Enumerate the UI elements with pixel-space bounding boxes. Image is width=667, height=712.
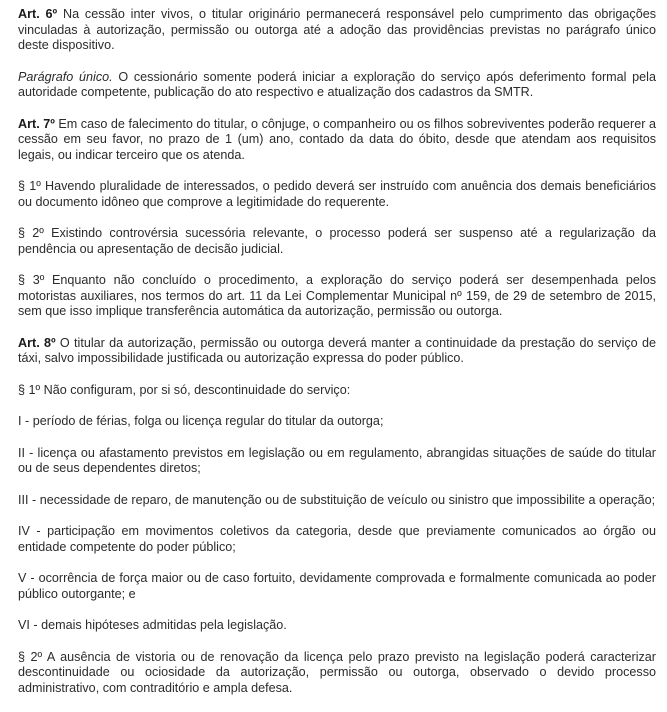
document-body bbox=[18, 7, 656, 712]
article-6-sole-paragraph bbox=[18, 70, 656, 101]
article-8-paragraph-2 bbox=[18, 650, 656, 697]
article-text: O titular da autorização, permissão ou outorga deverá manter a continuidade da prestação do serviço de táxi, salvo impossibilidade justificada ou autorização expressa do poder público. bbox=[18, 335, 656, 365]
item-text: V - ocorrência de força maior ou de caso fortuito, devidamente comprovada e formalmente comunicada ao poder público outorgante; e bbox=[18, 571, 656, 601]
item-text: II - licença ou afastamento previstos em legislação ou em regulamento, abrangidas situações de saúde do titular ou de seus dependentes diretos; bbox=[18, 445, 656, 475]
article-8-item-v bbox=[18, 571, 656, 602]
article-8 bbox=[18, 336, 656, 367]
article-8-item-i bbox=[18, 414, 656, 430]
item-text: III - necessidade de reparo, de manutenção ou de substituição de veículo ou sinistro que impossibilite a operação; bbox=[18, 492, 656, 507]
article-heading: Art. 8º bbox=[18, 335, 56, 350]
article-8-item-ii bbox=[18, 446, 656, 477]
paragraph-heading: Parágrafo único. bbox=[18, 69, 113, 84]
paragraph-text: § 2º Existindo controvérsia sucessória relevante, o processo poderá ser suspenso até a regularização da pendência ou apresentação de decisão judicial. bbox=[18, 226, 656, 256]
article-heading: Art. 7º bbox=[18, 116, 55, 131]
article-heading: Art. 6º bbox=[18, 7, 58, 21]
article-7-paragraph-3 bbox=[18, 273, 656, 320]
item-text: I - período de férias, folga ou licença regular do titular da outorga; bbox=[18, 414, 384, 428]
article-8-paragraph-1 bbox=[18, 383, 656, 399]
paragraph-text: § 2º A ausência de vistoria ou de renovação da licença pelo prazo previsto na legislação poderá caracterizar descontinuidade ou ociosidade da autorização, permissão ou outorga, observado o devido processo administrativo, com contraditório e ampla defesa. bbox=[18, 649, 656, 695]
article-text: Em caso de falecimento do titular, o cônjuge, o companheiro ou os filhos sobreviventes poderão requerer a cessão em seu favor, no prazo de 1 (um) ano, contado da data do óbito, desde que atendam aos requisitos legais, ou indicar terceiro que os atenda. bbox=[18, 116, 656, 162]
item-text: IV - participação em movimentos coletivos da categoria, desde que previamente comunicados ao órgão ou entidade competente do poder público; bbox=[18, 524, 656, 554]
paragraph-text: § 1º Havendo pluralidade de interessados, o pedido deverá ser instruído com anuência dos demais beneficiários ou documento idôneo que comprove a legitimidade do requerente. bbox=[18, 179, 656, 209]
article-7-paragraph-2 bbox=[18, 226, 656, 257]
article-6 bbox=[18, 7, 656, 54]
article-8-item-iv bbox=[18, 524, 656, 555]
paragraph-text: § 1º Não configuram, por si só, descontinuidade do serviço: bbox=[18, 382, 351, 397]
article-8-item-iii bbox=[18, 493, 656, 509]
paragraph-text: § 3º Enquanto não concluído o procedimento, a exploração do serviço poderá ser desempenhada pelos motoristas auxiliares, nos termos do art. 11 da Lei Complementar Municipal nº 159, de 29 de setembro de 2015, sem que isso implique transferência automática da autorização, permissão ou outorga. bbox=[18, 273, 656, 318]
item-text: VI - demais hipóteses admitidas pela legislação. bbox=[18, 618, 287, 632]
article-7-paragraph-1 bbox=[18, 179, 656, 210]
article-8-item-vi bbox=[18, 618, 656, 634]
paragraph-text: O cessionário somente poderá iniciar a exploração do serviço após deferimento formal pela autoridade competente, publicação do ato respectivo e atualização dos cadastros da SMTR. bbox=[18, 69, 656, 99]
article-7 bbox=[18, 117, 656, 164]
article-text: Na cessão inter vivos, o titular originário permanecerá responsável pelo cumprimento das obrigações vinculadas à autorização, permissão ou outorga até a adoção das providências previstas no parágrafo único deste dispositivo. bbox=[18, 7, 656, 52]
